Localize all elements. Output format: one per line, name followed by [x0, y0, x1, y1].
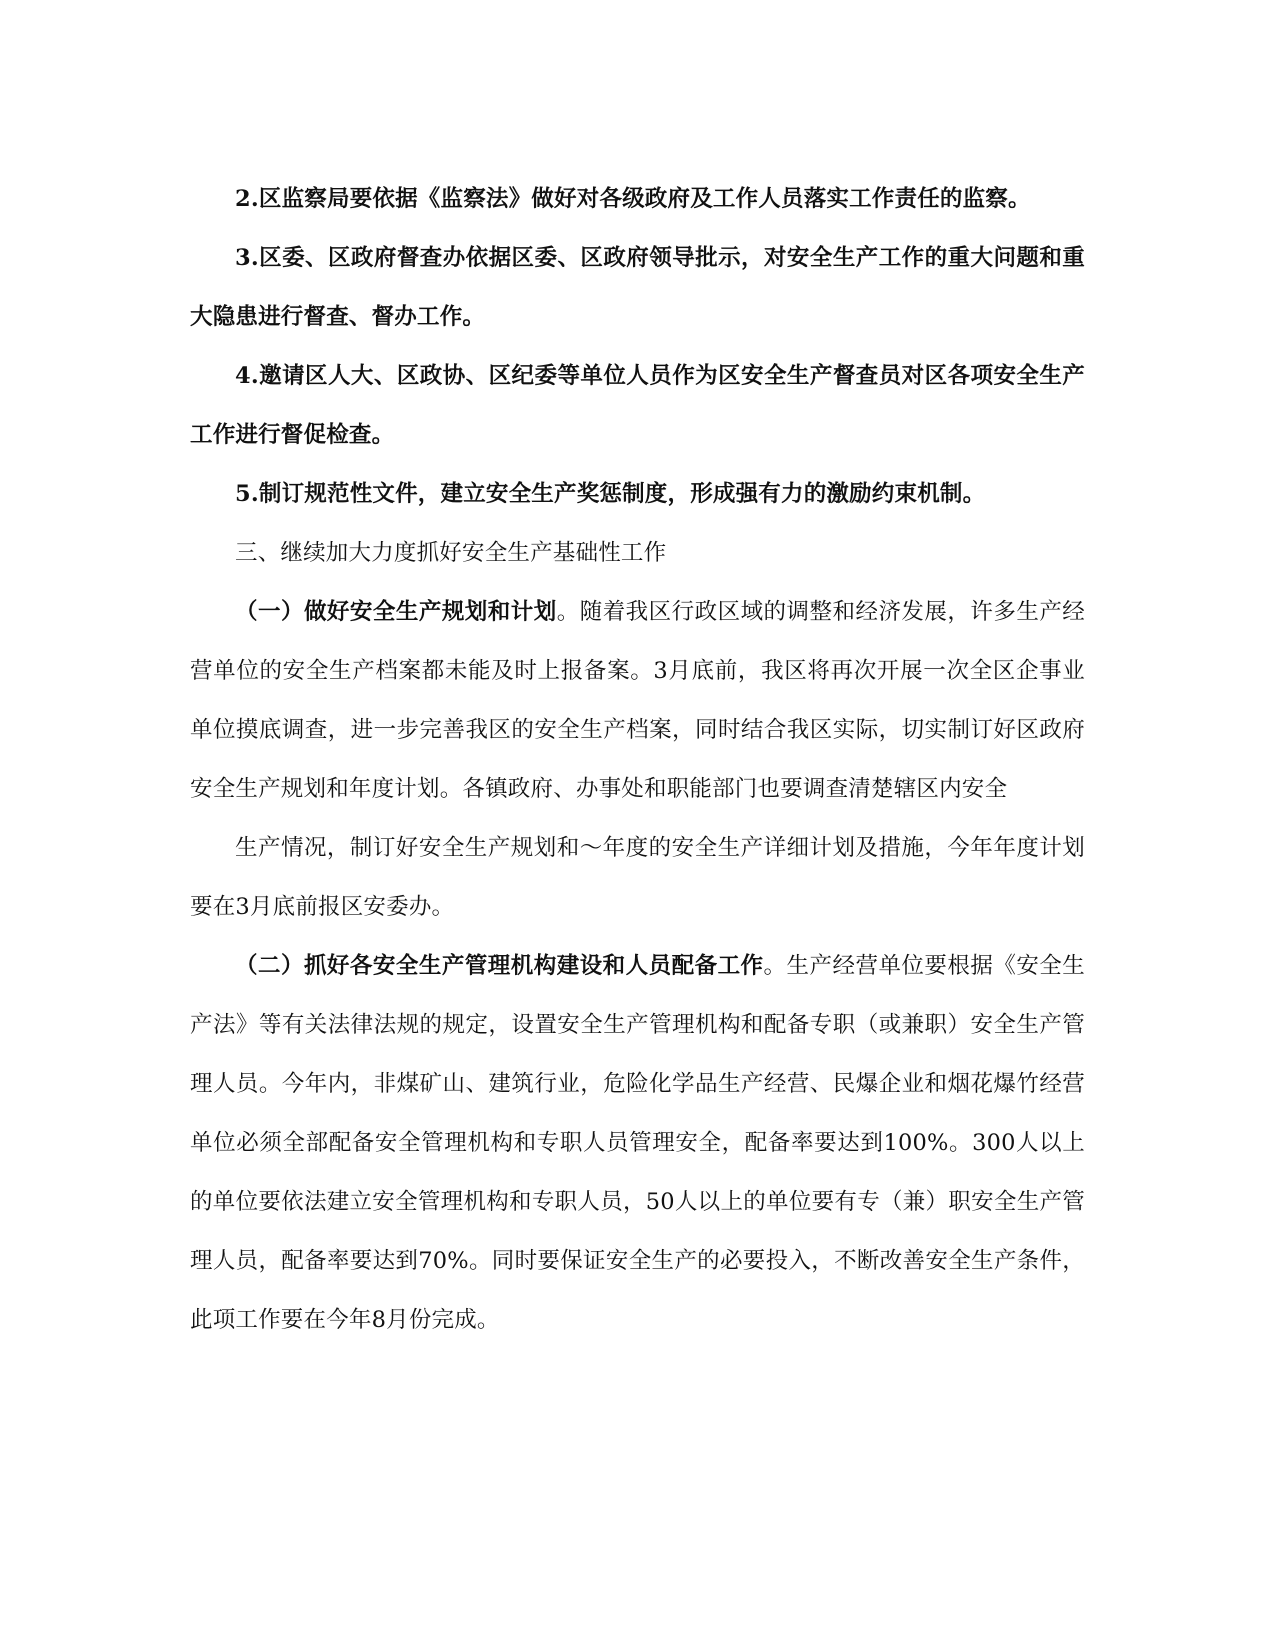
paragraph-text: 5.制订规范性文件，建立安全生产奖惩制度，形成强有力的激励约束机制。: [235, 481, 986, 507]
paragraph-lead: （一）做好安全生产规划和计划: [235, 599, 557, 625]
paragraph-item-2: [190, 170, 1085, 229]
paragraph-text: 2.区监察局要依据《监察法》做好对各级政府及工作人员落实工作责任的监察。: [235, 186, 1031, 212]
paragraph-lead: （二）抓好各安全生产管理机构建设和人员配备工作: [235, 953, 764, 979]
document-body: [190, 170, 1085, 1350]
section-heading-text: 三、继续加大力度抓好安全生产基础性工作: [235, 540, 667, 566]
paragraph-text: 3.区委、区政府督查办依据区委、区政府领导批示，对安全生产工作的重大问题和重大隐患进行督查、督办工作。: [190, 245, 1085, 330]
paragraph-item-3: [190, 229, 1085, 347]
paragraph-text: 4.邀请区人大、区政协、区纪委等单位人员作为区安全生产督查员对区各项安全生产工作进行督促检查。: [190, 363, 1085, 448]
paragraph-text: 生产情况，制订好安全生产规划和～年度的安全生产详细计划及措施，今年年度计划要在3月底前报区安委办。: [190, 835, 1085, 920]
paragraph-text: 。生产经营单位要根据《安全生产法》等有关法律法规的规定，设置安全生产管理机构和配备专职（或兼职）安全生产管理人员。今年内，非煤矿山、建筑行业，危险化学品生产经营、民爆企业和烟花爆竹经营单位必须全部配备安全管理机构和专职人员管理安全，配备率要达到100%。300人以上的单位要依法建立安全管理机构和专职人员，50人以上的单位要有专（兼）职安全生产管理人员，配备率要达到70%。同时要保证安全生产的必要投入，不断改善安全生产条件，此项工作要在今年8月份完成。: [190, 953, 1085, 1333]
section-heading: [190, 524, 1085, 583]
paragraph-planning-continued: [190, 819, 1085, 937]
paragraph-staffing: [190, 937, 1085, 1350]
paragraph-text: 。随着我区行政区域的调整和经济发展，许多生产经营单位的安全生产档案都未能及时上报备案。3月底前，我区将再次开展一次全区企事业单位摸底调查，进一步完善我区的安全生产档案，同时结合我区实际，切实制订好区政府安全生产规划和年度计划。各镇政府、办事处和职能部门也要调查清楚辖区内安全: [190, 599, 1085, 802]
paragraph-item-5: [190, 465, 1085, 524]
paragraph-item-4: [190, 347, 1085, 465]
paragraph-planning: [190, 583, 1085, 819]
